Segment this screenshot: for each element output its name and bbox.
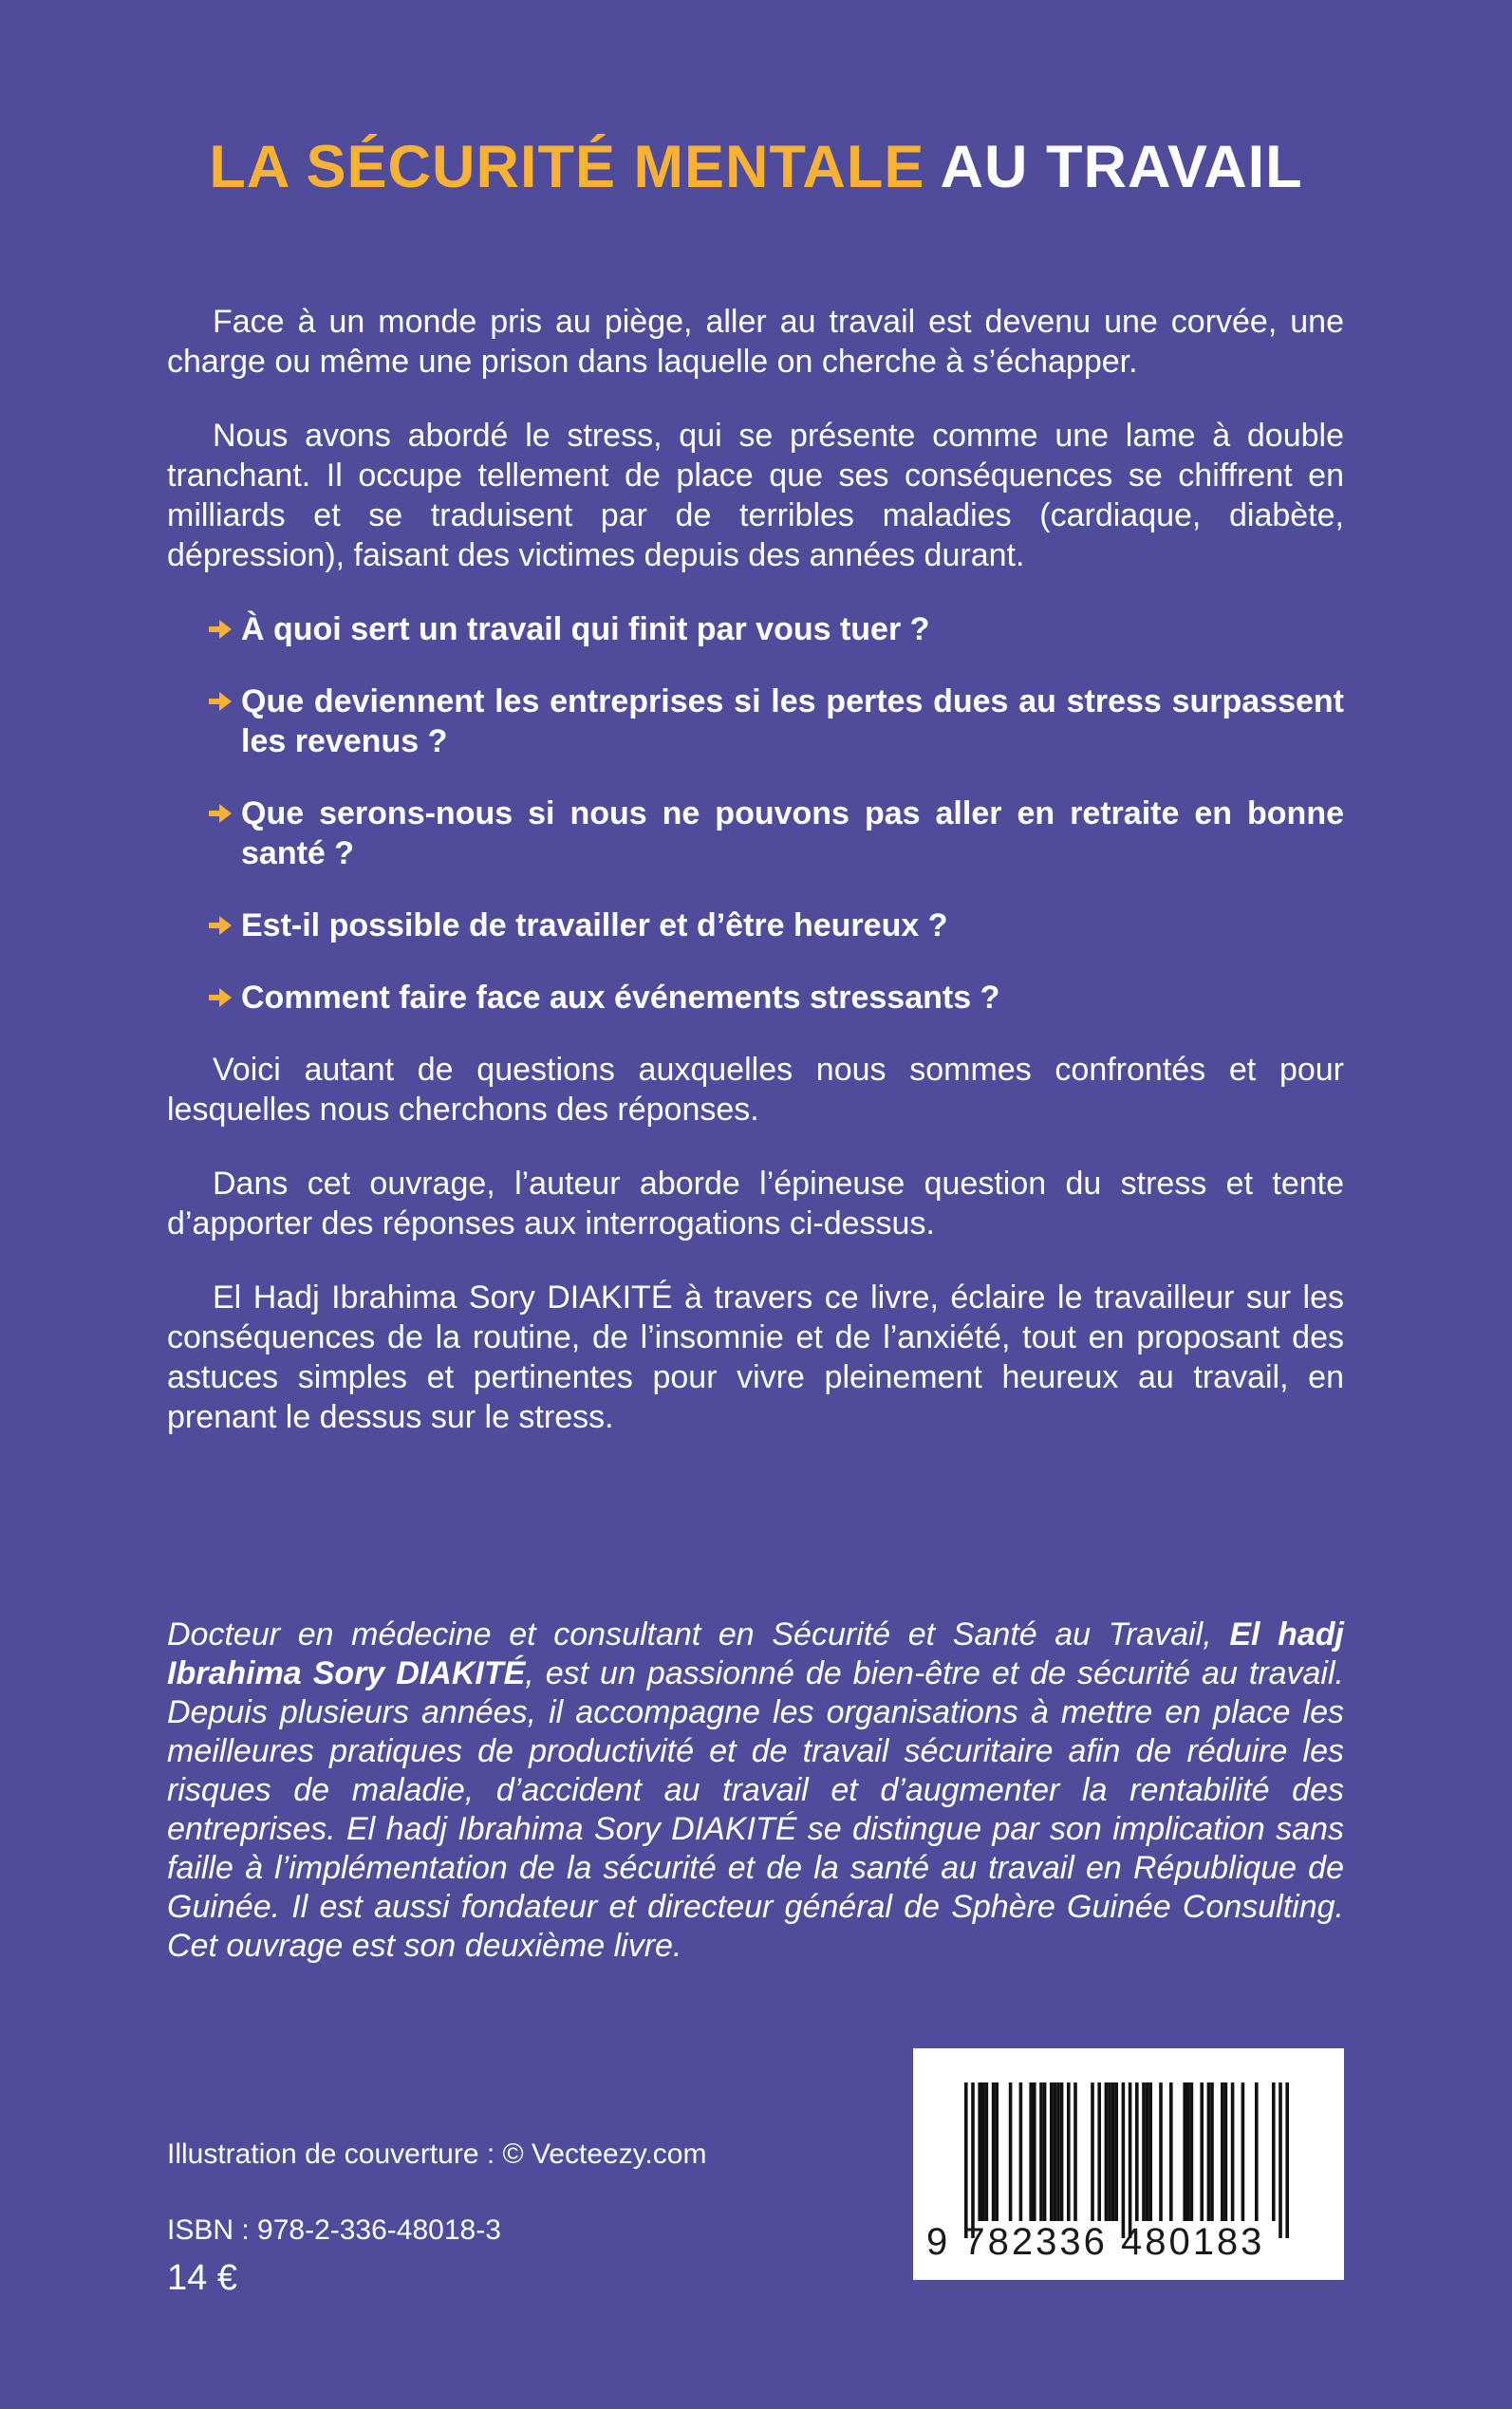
barcode-bar	[1054, 2082, 1057, 2221]
arrow-bullet-icon	[209, 915, 233, 936]
closing-paragraph-1: Voici autant de questions auxquelles nous sommes confrontés et pour lesquelles nous cherchons des réponses.	[167, 1052, 1344, 1128]
price: 14 €	[167, 2258, 237, 2298]
barcode-bar	[1146, 2082, 1149, 2221]
barcode-bar	[1050, 2082, 1054, 2221]
question-text: Comment faire face aux événements stressants ?	[241, 980, 1000, 1016]
title-highlight: LA SÉCURITÉ MENTALE	[209, 134, 925, 200]
blurb	[167, 302, 1344, 1471]
barcode-bar	[1114, 2082, 1118, 2221]
barcode-bar	[1105, 2082, 1109, 2221]
arrow-bullet-icon	[209, 619, 233, 640]
barcode-bar	[1067, 2082, 1071, 2221]
barcode-bar	[985, 2082, 989, 2221]
barcode-bar	[992, 2082, 996, 2221]
barcode-bar	[1221, 2082, 1224, 2221]
barcode-bar	[1108, 2082, 1111, 2221]
intro-paragraph-2: Nous avons abordé le stress, qui se présente comme une lame à double tranchant. Il occupe tellement de place que ses conséquences se chiffrent en milliards et se traduisent par de terribles maladies (cardiaque, diabète, dépression), faisant des victimes depuis des années durant.	[167, 418, 1344, 573]
barcode-bar	[1091, 2082, 1094, 2221]
barcode-bar	[1056, 2082, 1060, 2221]
question-item	[167, 609, 1344, 649]
illustration-credit: Illustration de couverture : © Vecteezy.com	[167, 2138, 707, 2170]
barcode-bar	[1183, 2082, 1186, 2221]
barcode-bar	[1231, 2082, 1235, 2221]
barcode-bar	[1033, 2082, 1036, 2221]
title-rest: AU TRAVAIL	[940, 134, 1303, 200]
barcode-bar	[1255, 2082, 1259, 2221]
barcode-bar	[1135, 2082, 1139, 2221]
arrow-bullet-icon	[209, 987, 233, 1008]
barcode-bar	[1169, 2082, 1173, 2221]
barcode-bar	[1210, 2082, 1214, 2221]
barcode-bar	[1159, 2082, 1163, 2221]
barcode-bar	[1073, 2082, 1077, 2221]
barcode	[913, 2048, 1344, 2280]
barcode-bar	[1148, 2082, 1152, 2221]
barcode-bar	[1200, 2082, 1204, 2221]
bio-author-name: El hadj Ibrahima Sory DIAKITÉ	[167, 1616, 1344, 1691]
barcode-bar	[1029, 2082, 1033, 2221]
barcode-bar	[1111, 2082, 1115, 2221]
barcode-bar	[1207, 2082, 1211, 2221]
barcode-bar	[1279, 2082, 1282, 2238]
question-item	[167, 682, 1344, 761]
isbn: ISBN : 978-2-336-48018-3	[167, 2214, 501, 2246]
arrow-bullet-icon	[209, 803, 233, 824]
question-text: À quoi sert un travail qui finit par vous tuer ?	[241, 611, 930, 647]
barcode-bar	[1272, 2082, 1276, 2221]
question-item	[167, 794, 1344, 873]
barcode-bar	[1190, 2082, 1194, 2221]
barcode-bar	[995, 2082, 999, 2221]
barcode-bar	[1122, 2082, 1126, 2238]
author-bio	[167, 1615, 1344, 1966]
closing-paragraph-3: El Hadj Ibrahima Sory DIAKITÉ à travers ce livre, éclaire le travailleur sur les conséquences de la routine, de l’insomnie et de l’anxiété, tout en proposant des astuces simples et pertinentes pour vivre pleinement heureux au travail, en prenant le dessus sur le stress.	[167, 1279, 1344, 1435]
intro-paragraph-1: Face à un monde pris au piège, aller au travail est devenu une corvée, une charge ou même une prison dans laquelle on cherche à s’échapper.	[167, 304, 1344, 380]
barcode-bar	[971, 2082, 975, 2238]
barcode-bar	[1129, 2082, 1132, 2238]
barcode-bar	[1039, 2082, 1043, 2221]
barcode-bar	[1285, 2082, 1289, 2238]
book-title	[0, 131, 1512, 203]
barcode-bar	[1019, 2082, 1023, 2221]
bio-body: , est un passionné de bien-être et de sécurité au travail. Depuis plusieurs années, il accompagne les organisations à mettre en place les meilleures pratiques de productivité et de travail sécuritaire afin de réduire les risques de maladie, d’accident au travail et d’augmenter la rentabilité des entreprises. El hadj Ibrahima Sory DIAKITÉ se distingue par son implication sans faille à l’implémentation de la sécurité et de la santé au travail en République de Guinée. Il est aussi fondateur et directeur général de Sphère Guinée Consulting. Cet ouvrage est son deuxième livre.	[167, 1655, 1344, 1964]
barcode-bar	[964, 2082, 968, 2238]
bio-intro: Docteur en médecine et consultant en Sécurité et Santé au Travail,	[167, 1616, 1230, 1653]
barcode-bar	[1186, 2082, 1190, 2221]
barcode-bar	[1142, 2082, 1146, 2221]
barcode-bar	[1224, 2082, 1228, 2221]
barcode-number: 9 782336 480183	[926, 2221, 1265, 2263]
barcode-bar	[1009, 2082, 1013, 2221]
question-text: Que serons-nous si nous ne pouvons pas aller en retraite en bonne santé ?	[241, 795, 1344, 871]
question-text: Est-il possible de travailler et d’être heureux ?	[241, 907, 948, 943]
barcode-bar	[1060, 2082, 1064, 2221]
barcode-bar	[981, 2082, 985, 2221]
closing-paragraph-2: Dans cet ouvrage, l’auteur aborde l’épineuse question du stress et tente d’apporter des réponses aux interrogations ci-dessus.	[167, 1166, 1344, 1242]
barcode-bar	[1241, 2082, 1245, 2221]
arrow-bullet-icon	[209, 691, 233, 712]
question-item	[167, 906, 1344, 945]
question-text: Que deviennent les entreprises si les pertes dues au stress surpassent les revenus ?	[241, 683, 1344, 759]
barcode-bar	[978, 2082, 981, 2221]
question-item	[167, 978, 1344, 1018]
barcode-bar	[1097, 2082, 1101, 2221]
barcode-bar	[1043, 2082, 1047, 2221]
